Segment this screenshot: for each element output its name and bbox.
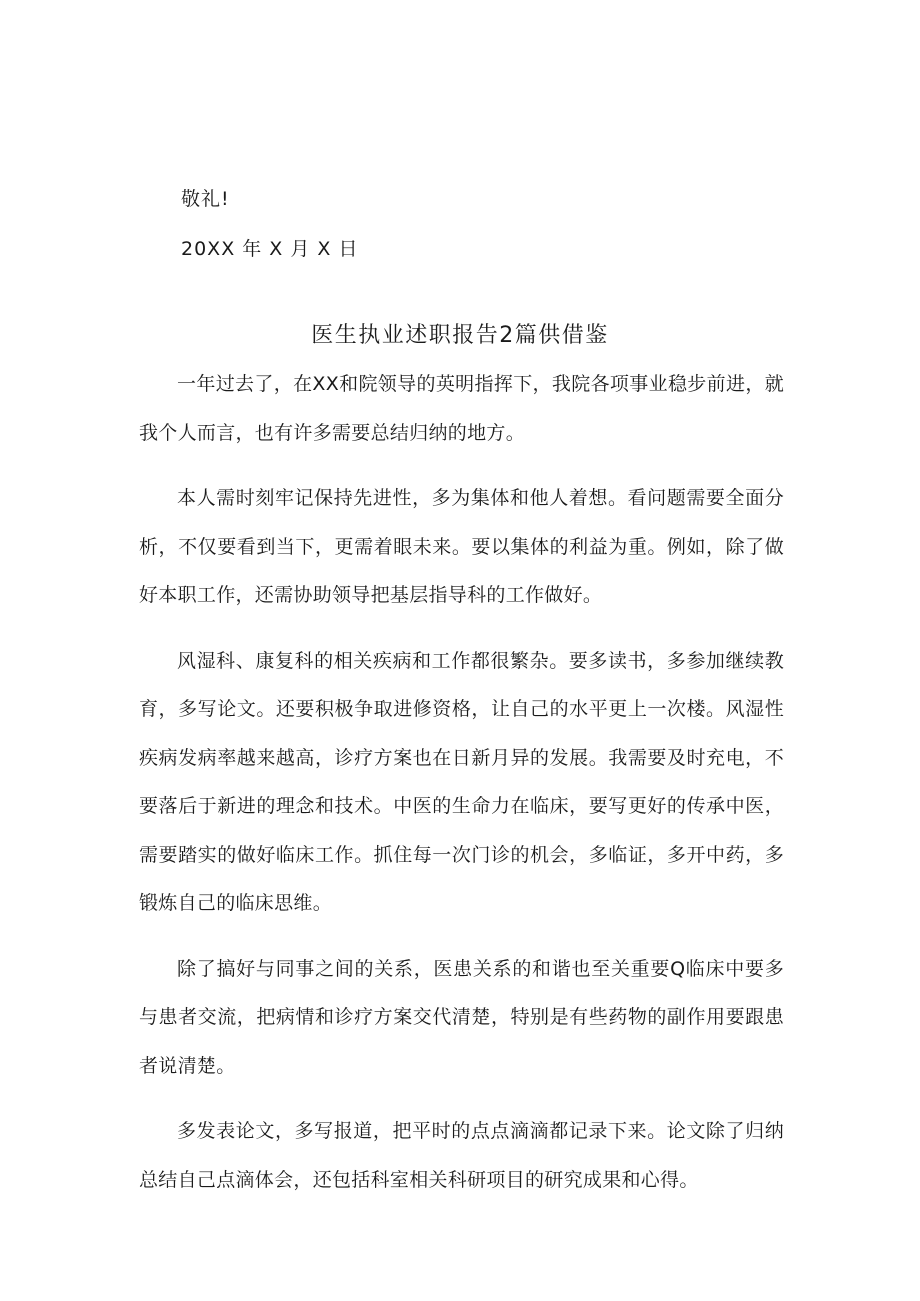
paragraph-2: 本人需时刻牢记保持先进性，多为集体和他人着想。看问题需要全面分析，不仅要看到当下，更需着眼未来。要以集体的利益为重。例如，除了做好本职工作，还需协助领导把基层指导科的工作做好。 <box>139 487 784 606</box>
document-body <box>139 360 784 1221</box>
closing-salutation: 敬礼! <box>181 188 230 210</box>
document-title: 医生执业述职报告2篇供借鉴 <box>311 323 609 348</box>
paragraph-4: 除了搞好与同事之间的关系，医患关系的和谐也至关重要Q临床中要多与患者交流，把病情和诊疗方案交代清楚，特别是有些药物的副作用要跟患者说清楚。 <box>139 957 784 1077</box>
paragraph-5: 多发表论文，多写报道，把平时的点点滴滴都记录下来。论文除了归纳总结自己点滴体会，还包括科室相关科研项目的研究成果和心得。 <box>139 1120 784 1191</box>
closing-date: 20XX 年 X 月 X 日 <box>181 238 359 260</box>
paragraph-3: 风湿科、康复科的相关疾病和工作都很繁杂。要多读书，多参加继续教育，多写论文。还要积极争取进修资格，让自己的水平更上一次楼。风湿性疾病发病率越来越高，诊疗方案也在日新月异的发展。我需要及时充电，不要落后于新进的理念和技术。中医的生命力在临床，要写更好的传承中医，需要踏实的做好临床工作。抓住每一次门诊的机会，多临证，多开中药，多锻炼自己的临床思维。 <box>139 649 784 914</box>
paragraph-1: 一年过去了，在XX和院领导的英明指挥下，我院各项事业稳步前进，就我个人而言，也有许多需要总结归纳的地方。 <box>139 373 784 444</box>
